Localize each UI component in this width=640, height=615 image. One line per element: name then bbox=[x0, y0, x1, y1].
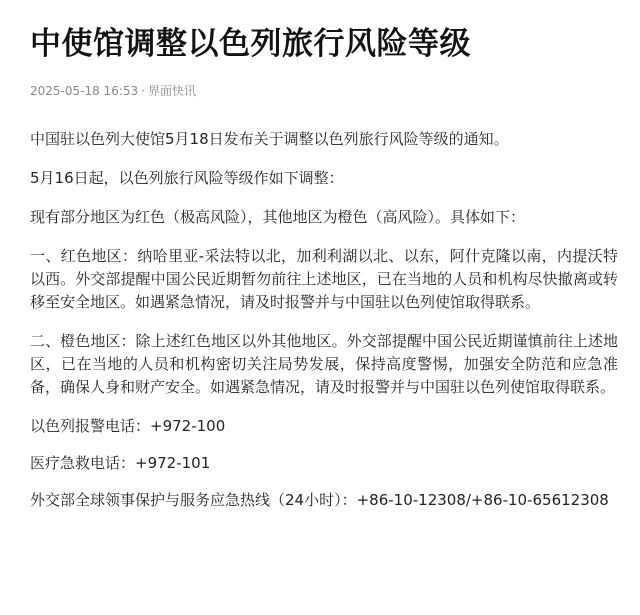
article-body bbox=[30, 128, 618, 512]
article-meta bbox=[30, 82, 618, 100]
paragraph-police-phone: 以色列报警电话：+972-100 bbox=[30, 417, 226, 435]
paragraph-hotline: 外交部全球领事保护与服务应急热线（24小时）：+86-10-12308/+86-10-65612308 bbox=[30, 491, 609, 509]
paragraph-intro: 中国驻以色列大使馆5月18日发布关于调整以色列旅行风险等级的通知。 bbox=[30, 130, 509, 148]
article-title: 中使馆调整以色列旅行风险等级 bbox=[30, 26, 471, 62]
paragraph-effective-date: 5月16日起，以色列旅行风险等级作如下调整： bbox=[30, 169, 344, 187]
paragraph-summary: 现有部分地区为红色（极高风险），其他地区为橙色（高风险）。具体如下： bbox=[30, 208, 526, 226]
paragraph-red-zone: 一、红色地区：纳哈里亚-采法特以北，加利利湖以北、以东，阿什克隆以南，内提沃特以西。外交部提醒中国公民近期暂勿前往上述地区，已在当地的人员和机构尽快撤离或转移至安全地区。如遇紧急情况，请及时报警并与中国驻以色列使馆取得联系。 bbox=[30, 247, 618, 311]
publish-time: 2025-05-18 16:53 bbox=[30, 84, 139, 98]
paragraph-medical-phone: 医疗急救电话：+972-101 bbox=[30, 454, 211, 472]
meta-separator: · bbox=[141, 84, 145, 98]
source-link[interactable]: 界面快讯 bbox=[147, 84, 196, 98]
paragraph-orange-zone: 二、橙色地区：除上述红色地区以外其他地区。外交部提醒中国公民近期谨慎前往上述地区，已在当地的人员和机构密切关注局势发展，保持高度警惕，加强安全防范和应急准备，确保人身和财产安全。如遇紧急情况，请及时报警并与中国驻以色列使馆取得联系。 bbox=[30, 332, 618, 396]
